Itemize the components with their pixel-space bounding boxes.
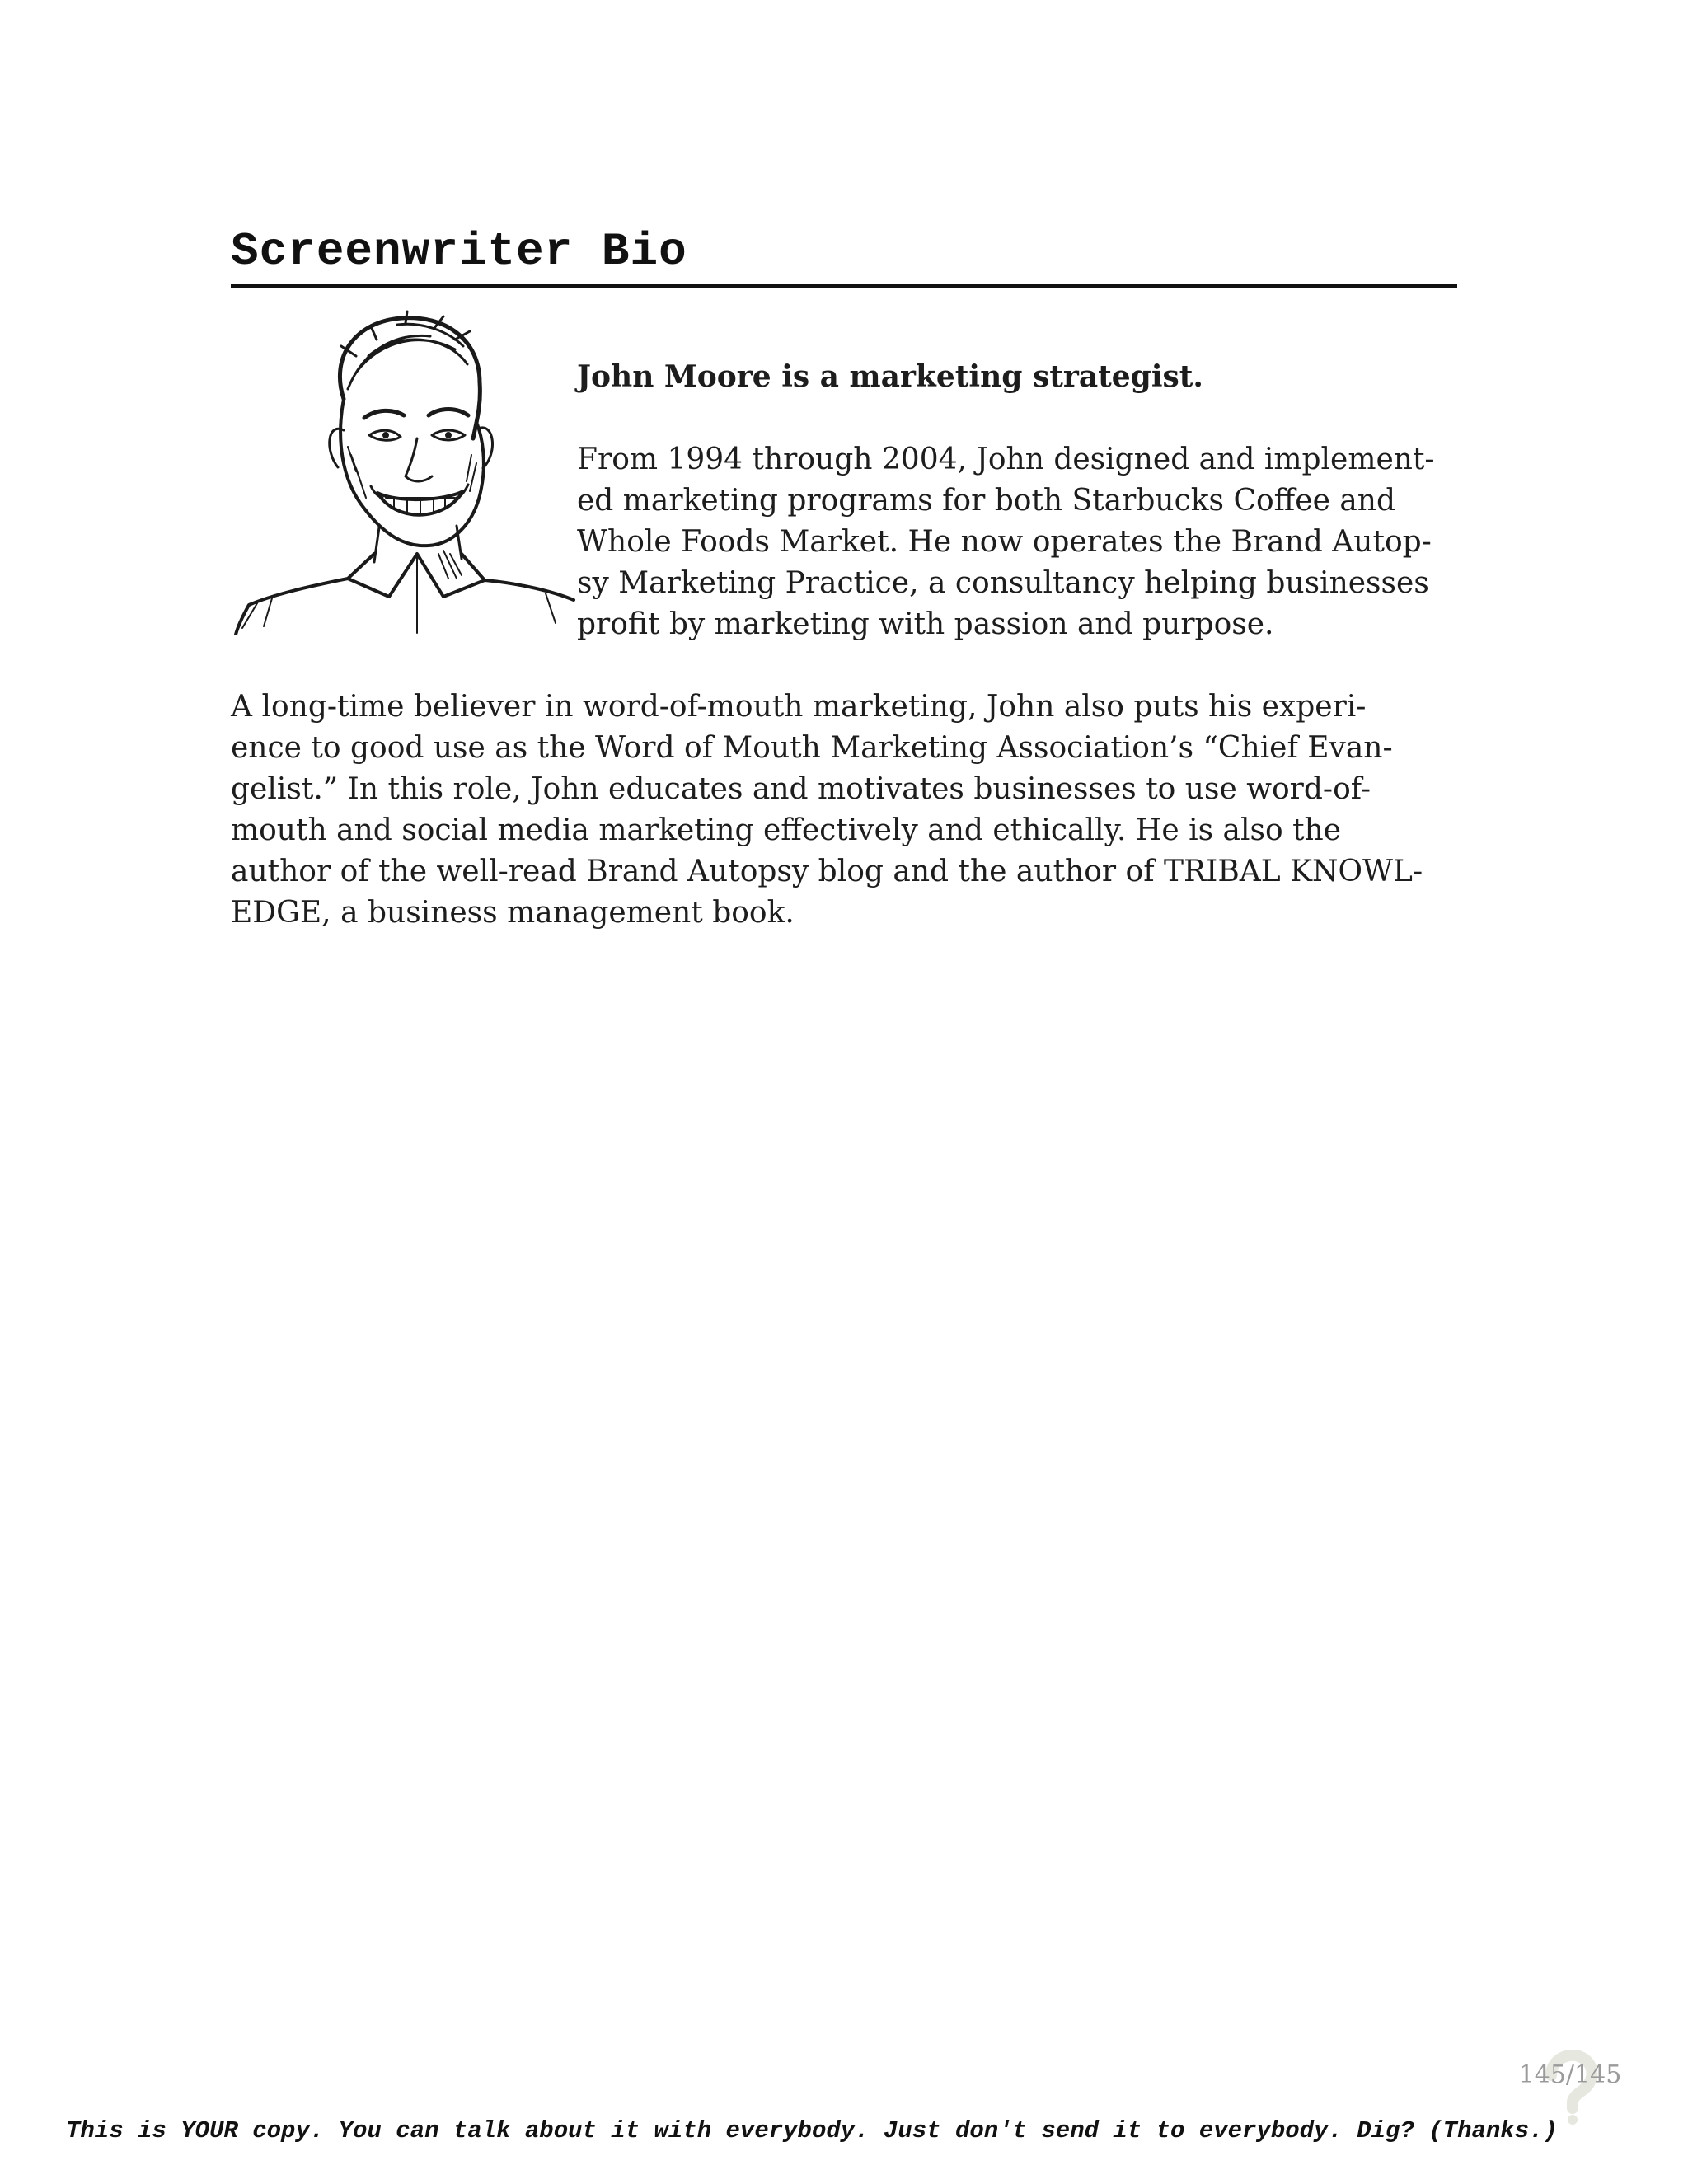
paragraph-1-line: Whole Foods Market. He now operates the Brand Autop- [577, 525, 1432, 559]
portrait-sketch-icon [232, 307, 577, 635]
paragraph-1-line: From 1994 through 2004, John designed and implement- [577, 443, 1435, 476]
bio-paragraph-1 [577, 439, 1508, 645]
page-heading [231, 224, 1457, 288]
paragraph-1-line: sy Marketing Practice, a consultancy helping businesses [577, 566, 1429, 600]
paragraph-2-line: ence to good use as the Word of Mouth Marketing Association’s “Chief Evan- [231, 731, 1393, 765]
page-title: Screenwriter Bio [231, 225, 687, 278]
paragraph-2-line: gelist.” In this role, John educates and motivates businesses to use word-of- [231, 772, 1371, 806]
paragraph-2-line: A long-time believer in word-of-mouth marketing, John also puts his experi- [231, 690, 1367, 724]
bio-lede: John Moore is a marketing strategist. [577, 359, 1203, 394]
paragraph-1-line: profit by marketing with passion and purpose. [577, 607, 1274, 641]
paragraph-2-line: EDGE, a business management book. [231, 896, 795, 930]
bio-paragraph-2 [231, 687, 1484, 934]
paragraph-1-line: ed marketing programs for both Starbucks Coffee and [577, 484, 1396, 518]
paragraph-2-line: author of the well-read Brand Autopsy blog and the author of TRIBAL KNOWL- [231, 855, 1423, 888]
footer-notice: This is YOUR copy. You can talk about it with everybody. Just don't send it to everybody. Dig? (Thanks.) [66, 2117, 1558, 2144]
paragraph-2-line: mouth and social media marketing effectively and ethically. He is also the [231, 813, 1342, 847]
page-number: 145/145 [1518, 2060, 1622, 2089]
